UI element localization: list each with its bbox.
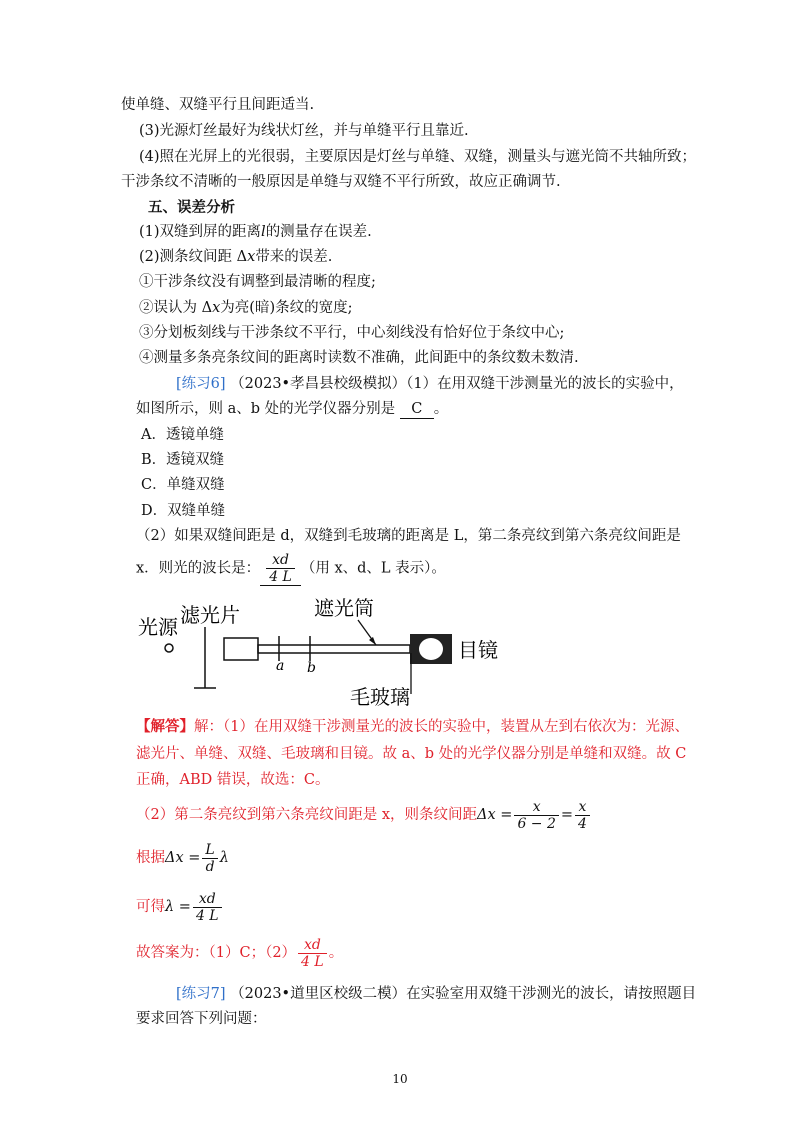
fraction-numerator: L bbox=[202, 842, 217, 859]
question-line bbox=[136, 400, 448, 419]
solution-text: 。 bbox=[328, 945, 344, 961]
text-span: 为亮(暗)条纹的宽度; bbox=[220, 300, 353, 316]
fraction-numerator: x bbox=[514, 799, 558, 816]
math-expr: Δx = bbox=[165, 850, 201, 866]
practice-6-header bbox=[176, 375, 684, 393]
fraction-denominator: d bbox=[205, 858, 215, 875]
text-line bbox=[139, 248, 332, 266]
fraction-numerator: xd bbox=[266, 552, 295, 569]
solution-text: 根据 bbox=[136, 850, 165, 866]
practice-7-header bbox=[176, 985, 696, 1003]
fraction-numerator: x bbox=[575, 799, 590, 816]
solution-text: 可得 bbox=[136, 899, 165, 915]
option-a: A．透镜单缝 bbox=[141, 427, 224, 443]
option-c: C．单缝双缝 bbox=[141, 477, 225, 493]
text-line bbox=[139, 299, 352, 317]
text-line: ④测量多条亮条纹间的距离时读数不准确，此间距中的条纹数未数清. bbox=[139, 350, 579, 366]
light-source-icon bbox=[165, 644, 173, 652]
practice-tag: [练习7] bbox=[176, 986, 226, 1002]
option-d: D．双缝单缝 bbox=[141, 503, 226, 519]
wavelength-fraction bbox=[266, 552, 295, 585]
label-filter: 滤光片 bbox=[180, 603, 240, 627]
fraction-denominator: 6 − 2 bbox=[517, 815, 556, 832]
label-ground-glass: 毛玻璃 bbox=[350, 685, 410, 709]
fraction-denominator: 4 L bbox=[269, 569, 292, 585]
math-fraction bbox=[202, 842, 217, 875]
question-line bbox=[136, 552, 446, 586]
math-expr: λ bbox=[219, 850, 229, 866]
eyepiece-lens bbox=[419, 638, 443, 660]
question-text: x．则光的波长是： bbox=[136, 560, 261, 577]
text-span: 的测量存在误差. bbox=[265, 224, 372, 240]
light-tube bbox=[258, 645, 410, 653]
label-eyepiece: 目镜 bbox=[458, 638, 498, 662]
math-fraction bbox=[575, 799, 590, 832]
solution-text: （2）第二条亮纹到第六条亮纹间距是 x，则条纹间距 bbox=[136, 807, 478, 823]
text-span: (2)测条纹间距 Δ bbox=[139, 249, 248, 265]
math-expr: Δx = bbox=[477, 807, 513, 823]
question-text: 。 bbox=[433, 401, 449, 417]
solution-line bbox=[136, 889, 224, 925]
text-line: (4)照在光屏上的光很弱，主要原因是灯丝与单缝、双缝，测量头与遮光筒不共轴所致； bbox=[139, 149, 697, 165]
label-tube: 遮光筒 bbox=[314, 596, 374, 620]
math-fraction bbox=[193, 891, 222, 924]
math-var: x bbox=[247, 249, 256, 265]
section-title: 五、误差分析 bbox=[148, 199, 235, 216]
question-text: 如图所示，则 a、b 处的光学仪器分别是 bbox=[136, 401, 396, 417]
text-line: 使单缝、双缝平行且间距适当. bbox=[121, 97, 315, 113]
math-var: x bbox=[212, 300, 221, 316]
option-b: B．透镜双缝 bbox=[141, 452, 225, 468]
solution-text: 解：（1）在用双缝干涉测量光的波长的实验中，装置从左到右依次为：光源、 bbox=[194, 719, 689, 735]
practice-source: （2023•道里区校级二模）在实验室用双缝干涉测光的波长，请按照题目 bbox=[230, 986, 697, 1002]
answer-blank: C bbox=[400, 400, 434, 419]
text-line: ③分划板刻线与干涉条纹不平行，中心刻线没有恰好位于条纹中心; bbox=[139, 325, 565, 341]
label-light-source: 光源 bbox=[138, 615, 178, 639]
text-span: ②误认为 Δ bbox=[139, 300, 213, 316]
text-span: 带来的误差. bbox=[255, 249, 333, 265]
text-line: 要求回答下列问题： bbox=[136, 1011, 267, 1027]
fraction-numerator: xd bbox=[193, 891, 222, 908]
solution-line bbox=[136, 840, 229, 876]
text-line: (3)光源灯丝最好为线状灯丝，并与单缝平行且靠近. bbox=[139, 123, 469, 139]
fraction-denominator: 4 L bbox=[301, 953, 324, 970]
fraction-denominator: 4 bbox=[578, 815, 587, 832]
solution-line bbox=[136, 718, 689, 736]
fraction-numerator: xd bbox=[298, 937, 327, 954]
math-fraction bbox=[514, 799, 558, 832]
math-var: l bbox=[261, 224, 266, 240]
text-line: ①干涉条纹没有调整到最清晰的程度; bbox=[139, 274, 376, 290]
arrow-head-icon bbox=[369, 637, 376, 645]
practice-tag: [练习6] bbox=[176, 376, 226, 392]
question-text: （用 x、d、L 表示）。 bbox=[300, 560, 446, 577]
solution-line bbox=[136, 797, 592, 833]
solution-line: 正确，ABD 错误，故选：C。 bbox=[136, 772, 330, 788]
fraction-denominator: 4 L bbox=[195, 907, 219, 924]
page-number: 10 bbox=[392, 1072, 408, 1086]
label-a: a bbox=[276, 658, 285, 674]
text-line bbox=[139, 223, 372, 241]
solution-line bbox=[136, 935, 343, 971]
solution-line: 滤光片、单缝、双缝、毛玻璃和目镜。故 a、b 处的光学仪器分别是单缝和双缝。故 C bbox=[136, 746, 687, 762]
apparatus-figure bbox=[136, 596, 516, 714]
text-line: （2）如果双缝间距是 d，双缝到毛玻璃的距离是 L，第二条亮纹到第六条亮纹间距是 bbox=[136, 528, 681, 544]
math-fraction bbox=[298, 937, 327, 970]
text-span: (1)双缝到屏的距离 bbox=[139, 224, 262, 240]
filter-box bbox=[224, 638, 258, 660]
math-expr: = bbox=[560, 807, 574, 823]
practice-source: （2023•孝昌县校级模拟）（1）在用双缝干涉测量光的波长的实验中， bbox=[230, 376, 684, 392]
solution-head: 【解答】 bbox=[136, 718, 194, 735]
solution-text: 故答案为：（1）C；（2） bbox=[136, 945, 297, 961]
text-line: 干涉条纹不清晰的一般原因是单缝与双缝不平行所致，故应正确调节. bbox=[121, 174, 561, 190]
label-b: b bbox=[307, 660, 316, 676]
math-expr: λ = bbox=[165, 899, 191, 915]
